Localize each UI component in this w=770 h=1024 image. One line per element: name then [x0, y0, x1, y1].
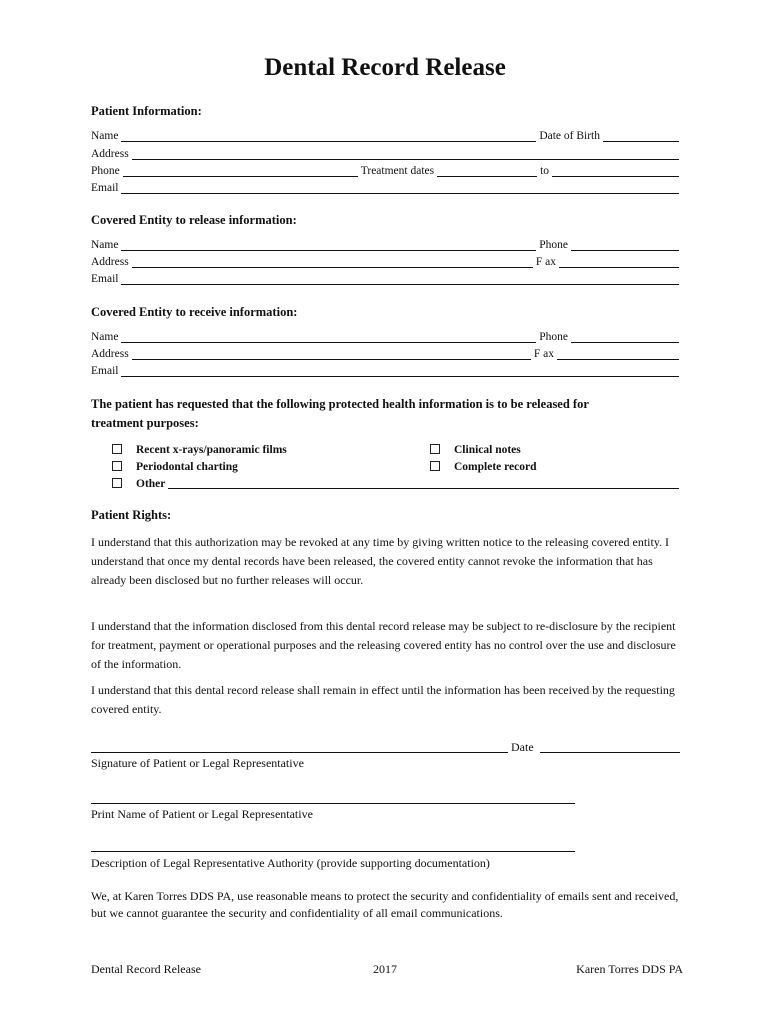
- patient-address-row: [91, 146, 679, 161]
- option-perio-label: Periodontal charting: [136, 461, 238, 473]
- option-perio[interactable]: [112, 458, 238, 473]
- footer-left: Dental Record Release: [91, 962, 201, 976]
- print-name-caption: Print Name of Patient or Legal Representative: [91, 807, 313, 821]
- privacy-note: We, at Karen Torres DDS PA, use reasonable means to protect the security and confidentiality of emails sent and received, but we cannot guarantee the security and confidentiality of all email communications.: [91, 889, 679, 920]
- request-heading-line1: The patient has requested that the following protected health information is to be released for: [91, 397, 589, 411]
- receive-address-field[interactable]: [132, 348, 531, 360]
- checkbox-complete-record[interactable]: [430, 461, 440, 471]
- option-other[interactable]: [112, 475, 679, 490]
- option-clinical-notes[interactable]: [430, 441, 521, 456]
- release-fax-field[interactable]: [559, 256, 679, 268]
- option-clinical-notes-label: Clinical notes: [454, 444, 521, 456]
- checkbox-perio[interactable]: [112, 461, 122, 471]
- treatment-date-from-field[interactable]: [437, 165, 537, 177]
- option-xrays[interactable]: [112, 441, 287, 456]
- release-phone-label: Phone: [539, 239, 568, 251]
- rights-paragraph-2: I understand that the information disclosed from this dental record release may be subject to re-disclosure by the recipient for treatment, payment or operational purposes and the releasing covered entity has no control over the use and disclosure of the information.: [91, 619, 676, 671]
- release-name-label: Name: [91, 239, 119, 251]
- print-name-line[interactable]: [91, 802, 575, 804]
- patient-phone-row: [91, 163, 679, 178]
- footer-year: 2017: [373, 962, 397, 976]
- patient-name-field[interactable]: [121, 130, 536, 142]
- release-entity-heading: Covered Entity to release information:: [91, 213, 297, 227]
- patient-email-row: [91, 180, 679, 195]
- other-specify-field[interactable]: [168, 477, 679, 489]
- patient-dob-label: Date of Birth: [539, 130, 600, 142]
- receive-entity-heading: Covered Entity to receive information:: [91, 305, 298, 319]
- rights-paragraph-1: I understand that this authorization may be revoked at any time by giving written notice to the releasing covered entity. I understand that once my dental records have been released, the covered entity cannot revoke the information that has already been disclosed but no further releases will occur.: [91, 535, 670, 587]
- option-xrays-label: Recent x-rays/panoramic films: [136, 444, 287, 456]
- receive-name-row: [91, 329, 679, 344]
- release-name-field[interactable]: [121, 239, 536, 251]
- patient-email-field[interactable]: [121, 182, 679, 194]
- receive-name-label: Name: [91, 331, 119, 343]
- footer-right: Karen Torres DDS PA: [576, 962, 683, 976]
- receive-email-label: Email: [91, 365, 119, 377]
- patient-address-field[interactable]: [132, 148, 679, 160]
- authority-line[interactable]: [91, 850, 575, 852]
- receive-phone-label: Phone: [539, 331, 568, 343]
- release-address-field[interactable]: [132, 256, 533, 268]
- receive-address-label: Address: [91, 348, 129, 360]
- date-line[interactable]: [540, 751, 680, 753]
- release-phone-field[interactable]: [571, 239, 679, 251]
- checkbox-xrays[interactable]: [112, 444, 122, 454]
- release-address-row: [91, 254, 679, 269]
- release-email-field[interactable]: [121, 273, 679, 285]
- patient-address-label: Address: [91, 148, 129, 160]
- checkbox-clinical-notes[interactable]: [430, 444, 440, 454]
- checkbox-other[interactable]: [112, 478, 122, 488]
- release-email-label: Email: [91, 273, 119, 285]
- treatment-date-to-field[interactable]: [552, 165, 679, 177]
- receive-email-field[interactable]: [121, 365, 679, 377]
- date-label: Date: [511, 740, 534, 754]
- signature-caption: Signature of Patient or Legal Representative: [91, 756, 304, 770]
- receive-name-field[interactable]: [121, 331, 536, 343]
- receive-fax-field[interactable]: [557, 348, 679, 360]
- receive-phone-field[interactable]: [571, 331, 679, 343]
- release-address-label: Address: [91, 256, 129, 268]
- release-email-row: [91, 271, 679, 286]
- option-complete-record-label: Complete record: [454, 461, 537, 473]
- patient-phone-field[interactable]: [123, 165, 358, 177]
- receive-fax-label: F ax: [533, 348, 554, 360]
- release-name-row: [91, 237, 679, 252]
- rights-heading: Patient Rights:: [91, 508, 172, 522]
- option-other-label: Other: [136, 478, 166, 490]
- patient-phone-label: Phone: [91, 165, 120, 177]
- release-fax-label: F ax: [535, 256, 556, 268]
- rights-paragraph-3: I understand that this dental record release shall remain in effect until the information has been received by the requesting covered entity.: [91, 683, 675, 716]
- treatment-dates-label: Treatment dates: [360, 165, 435, 177]
- patient-name-row: [91, 128, 679, 143]
- patient-name-label: Name: [91, 130, 119, 142]
- page-title: Dental Record Release: [264, 54, 506, 81]
- receive-email-row: [91, 363, 679, 378]
- treatment-to-label: to: [540, 165, 550, 177]
- patient-info-heading: Patient Information:: [91, 104, 202, 118]
- authority-caption: Description of Legal Representative Authority (provide supporting documentation): [91, 856, 490, 870]
- receive-address-row: [91, 346, 679, 361]
- signature-line[interactable]: [91, 751, 508, 753]
- option-complete-record[interactable]: [430, 458, 537, 473]
- patient-email-label: Email: [91, 182, 119, 194]
- request-heading-line2: treatment purposes:: [91, 416, 199, 430]
- patient-dob-field[interactable]: [603, 130, 679, 142]
